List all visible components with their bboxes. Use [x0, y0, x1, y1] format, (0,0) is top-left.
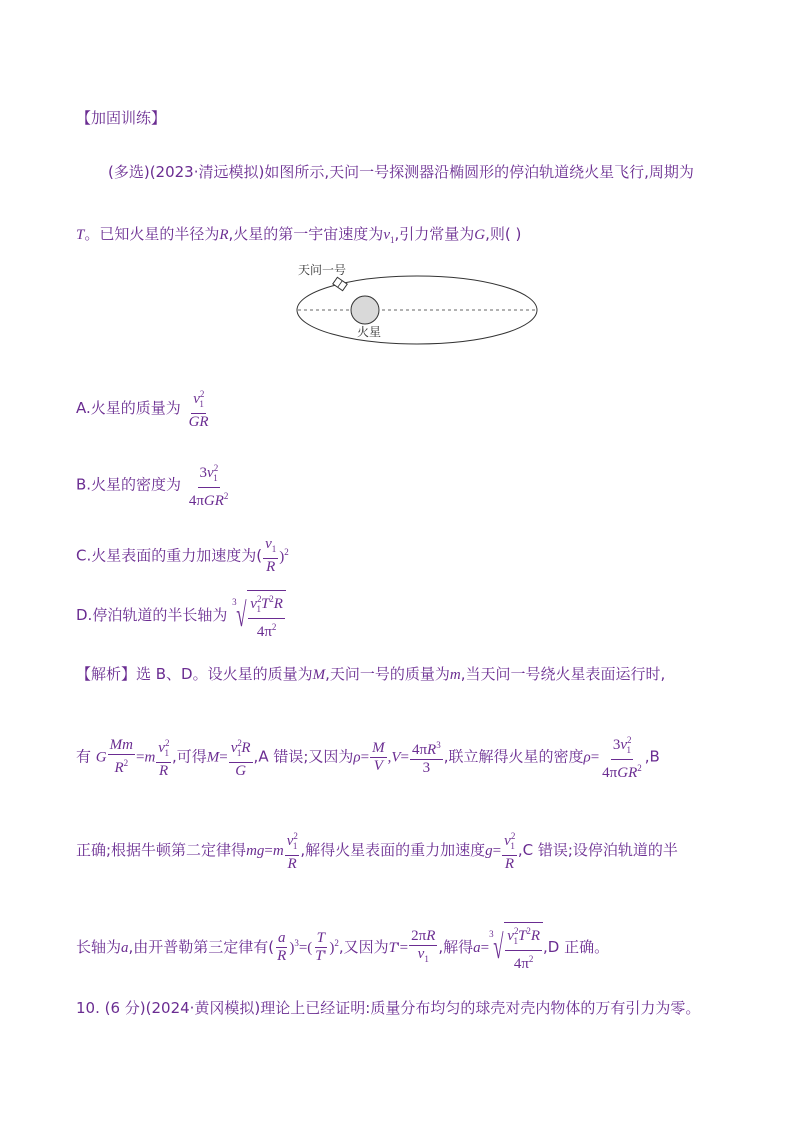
probe-icon: [333, 277, 347, 290]
formula: $\frac{3v^2_1}{4\pi GR^2}$: [187, 460, 231, 510]
option-d: [76, 590, 286, 641]
text: ,联立解得火星的密度: [443, 747, 584, 766]
subscript: 1: [389, 235, 395, 245]
text: ,A 错误;又因为: [253, 747, 354, 766]
analysis-line-4: 长轴为a,由开普勒第三定律有( $\frac{a}{R}$ )$^3$=( $\frac{T}{T'}$ )$^2$,又因为T'= $\frac{2\pi R}{v_1}$ ,解得a= 3 √ $\frac{v^2_1T^2R}{4\pi^2}$ ,D 正确。: [76, 922, 609, 973]
text: ,当天问一号绕火星表面运行时,: [460, 665, 666, 683]
option-b: [76, 460, 231, 510]
text: ,B: [644, 747, 660, 766]
next-question: 10. (6 分)(2024·黄冈模拟)理论上已经证明:质量分布均匀的球壳对壳内物体的万有引力为零。: [76, 999, 701, 1017]
cube-root: 3 √ $\frac{v^2_1T^2R}{4\pi^2}$: [232, 590, 286, 641]
option-a: [76, 386, 212, 431]
text: 有: [76, 747, 92, 766]
option-c-text: C.火星表面的重力加速度为(: [76, 546, 263, 565]
section-title: 【加固训练】: [76, 109, 167, 127]
option-d-text: D.停泊轨道的半长轴为: [76, 606, 228, 624]
orbit-ellipse: [297, 276, 537, 344]
var-v1: v: [383, 227, 390, 243]
text: ,解得火星表面的重力加速度: [300, 841, 486, 859]
text: ,D 正确。: [542, 938, 610, 956]
text: 【解析】选 B、D。设火星的质量为: [76, 665, 313, 683]
option-c: C.火星表面的重力加速度为( $\frac{v_1}{R}$ )$^2$: [76, 536, 289, 575]
text: ,引力常量为: [394, 225, 475, 243]
var-G: G: [474, 227, 486, 243]
formula: $\frac{v_1}{R}$: [265, 536, 277, 575]
text: ,由开普勒第三定律有(: [128, 938, 275, 956]
formula: $\frac{v^2_1}{GR}$: [187, 386, 211, 431]
var-T: T: [76, 227, 85, 243]
analysis-line-1: 【解析】选 B、D。设火星的质量为M,天问一号的质量为m,当天问一号绕火星表面运行时,: [76, 665, 666, 683]
text: 正确;根据牛顿第二定律得: [76, 841, 247, 859]
text: ,则( ): [485, 225, 522, 243]
question-line-2: [76, 224, 521, 250]
probe-label: 天问一号: [298, 263, 347, 277]
text: ,又因为: [338, 938, 389, 956]
text: ,可得: [171, 747, 207, 766]
text: ,解得: [438, 938, 474, 956]
orbit-figure: [290, 258, 540, 348]
var-R: R: [219, 227, 229, 243]
analysis-line-2: 有 G $\frac{Mm}{R^2}$ =m $\frac{v^2_1}{R}$ ,可得M= $\frac{v^2_1R}{G}$ ,A 错误;又因为ρ= $\frac{M}{V}$ ,V= $\frac{4\pi R^3}{3}$ ,联立解得火星的密度ρ= $\frac{3v^2_1}{4\pi GR^2}$ ,B: [76, 732, 660, 782]
mars-icon: [351, 296, 379, 324]
text: ,C 错误;设停泊轨道的半: [517, 841, 678, 859]
option-b-text: B.火星的密度为: [76, 475, 182, 494]
analysis-line-3: 正确;根据牛顿第二定律得mg=m $\frac{v^2_1}{R}$ ,解得火星表面的重力加速度g= $\frac{v^2_1}{R}$ ,C 错误;设停泊轨道的半: [76, 828, 678, 873]
text: ,火星的第一宇宙速度为: [228, 225, 384, 243]
question-line-1: (多选)(2023·清远模拟)如图所示,天问一号探测器沿椭圆形的停泊轨道绕火星飞行,周期为: [108, 163, 694, 181]
text: 长轴为: [76, 938, 122, 956]
text: ,天问一号的质量为: [325, 665, 450, 683]
text: 。已知火星的半径为: [84, 225, 220, 243]
option-a-text: A.火星的质量为: [76, 399, 181, 417]
planet-label: 火星: [357, 325, 382, 339]
